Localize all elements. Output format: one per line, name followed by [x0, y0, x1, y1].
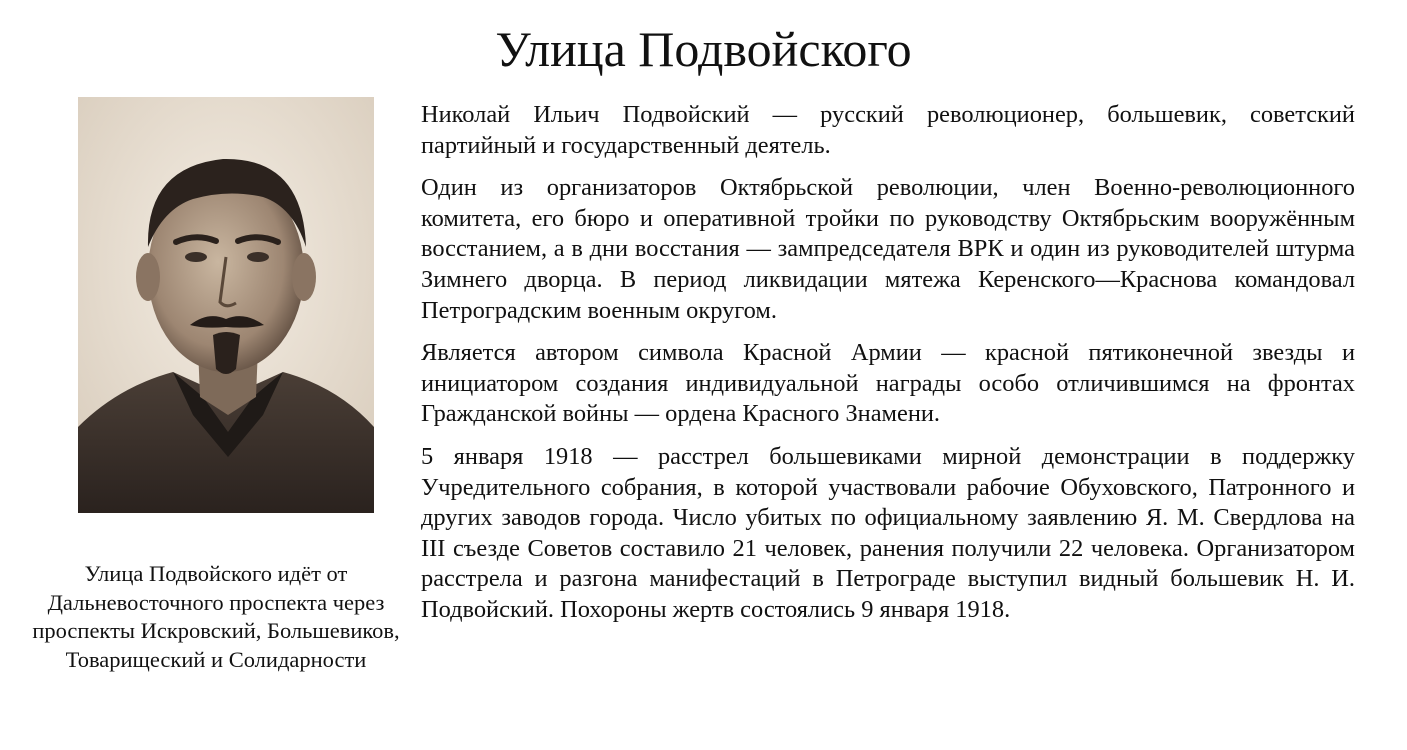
- page-title: Улица Подвойского: [495, 21, 912, 77]
- paragraph-biography: Николай Ильич Подвойский — русский революционер, большевик, советский партийный и государственный деятель.: [421, 101, 1355, 159]
- paragraph-revolution: Один из организаторов Октябрьской революции, член Военно-революционного комитета, его бюро и оперативной тройки по руководству Октябрьским вооружённым восстанием, а в дни восстания — зампредседателя ВРК и один из руководителей штурма Зимнего дворца. В период ликвидации мятежа Керенского—Краснова командовал Петроградским военным округом.: [421, 174, 1355, 324]
- portrait-caption: Улица Подвойского идёт от Дальневосточного проспекта через проспекты Искровский, Большевиков, Товарищеский и Солидарности: [32, 561, 400, 672]
- paragraph-january-1918: 5 января 1918 — расстрел большевиками мирной демонстрации в поддержку Учредительного собрания, в которой участвовали рабочие Обуховского, Патронного и других заводов города. Число убитых по официальному заявлению Я. М. Свердлова на III съезде Советов составило 21 человек, ранения получили 22 человека. Организатором расстрела и разгона манифестаций в Петрограде выступил видный большевик Н. И. Подвойский. Похороны жертв состоялись 9 января 1918.: [421, 442, 1355, 623]
- article-text: [421, 100, 1355, 638]
- paragraph-symbol: Является автором символа Красной Армии — красной пятиконечной звезды и инициатором создания индивидуальной награды особо отличившимся на фронтах Гражданской войны — ордена Красного Знамени.: [421, 339, 1355, 428]
- portrait-photo-icon: [78, 97, 374, 513]
- portrait-photo: [78, 97, 374, 513]
